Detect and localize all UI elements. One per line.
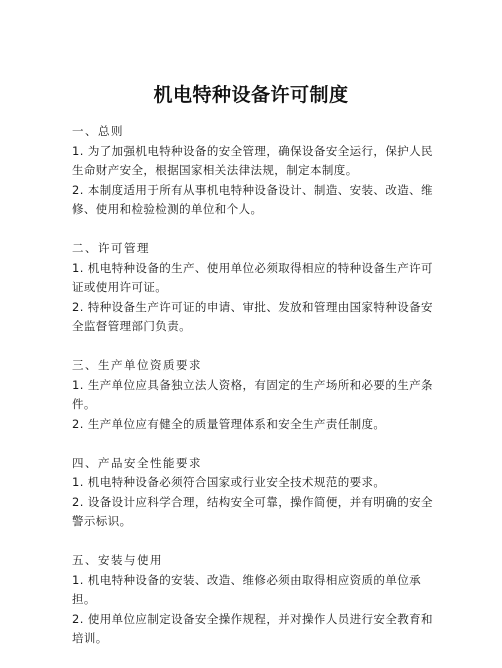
section-item: 1. 生产单位应具备独立法人资格，有固定的生产场所和必要的生产条件。 xyxy=(72,377,433,411)
section-item: 2. 特种设备生产许可证的申请、审批、发放和管理由国家特种设备安全监督管理部门负责。 xyxy=(72,299,433,333)
section-heading: 二、许可管理 xyxy=(72,241,150,255)
section-heading: 一、总则 xyxy=(72,124,124,138)
section-item: 2. 本制度适用于所有从事机电特种设备设计、制造、安装、改造、维修、使用和检验检测的单位和个人。 xyxy=(72,182,433,216)
section-item: 1. 机电特种设备的安装、改造、维修必须由取得相应资质的单位承担。 xyxy=(72,572,422,606)
section-general xyxy=(72,122,442,220)
section-heading: 四、产品安全性能要求 xyxy=(72,455,202,470)
section-installation-use xyxy=(72,551,442,649)
section-license-management xyxy=(72,239,442,337)
section-item: 1. 为了加强机电特种设备的安全管理，确保设备安全运行，保护人民生命财产安全，根据国家相关法律法规，制定本制度。 xyxy=(72,143,433,177)
section-qualification xyxy=(72,356,442,434)
section-item: 1. 机电特种设备的生产、使用单位必须取得相应的特种设备生产许可证或使用许可证。 xyxy=(72,260,433,294)
section-heading: 五、安装与使用 xyxy=(72,553,163,567)
section-heading: 三、生产单位资质要求 xyxy=(72,358,202,372)
document-title: 机电特种设备许可制度 xyxy=(153,84,349,106)
section-item: 1. 机电特种设备必须符合国家或行业安全技术规范的要求。 xyxy=(72,475,386,489)
section-item: 2. 使用单位应制定设备安全操作规程，并对操作人员进行安全教育和培训。 xyxy=(72,611,433,645)
section-safety-performance xyxy=(72,454,442,532)
document-body xyxy=(72,122,442,668)
section-item: 2. 生产单位应有健全的质量管理体系和安全生产责任制度。 xyxy=(72,416,386,431)
section-item: 2. 设备设计应科学合理，结构安全可靠，操作简便，并有明确的安全警示标识。 xyxy=(72,494,433,528)
